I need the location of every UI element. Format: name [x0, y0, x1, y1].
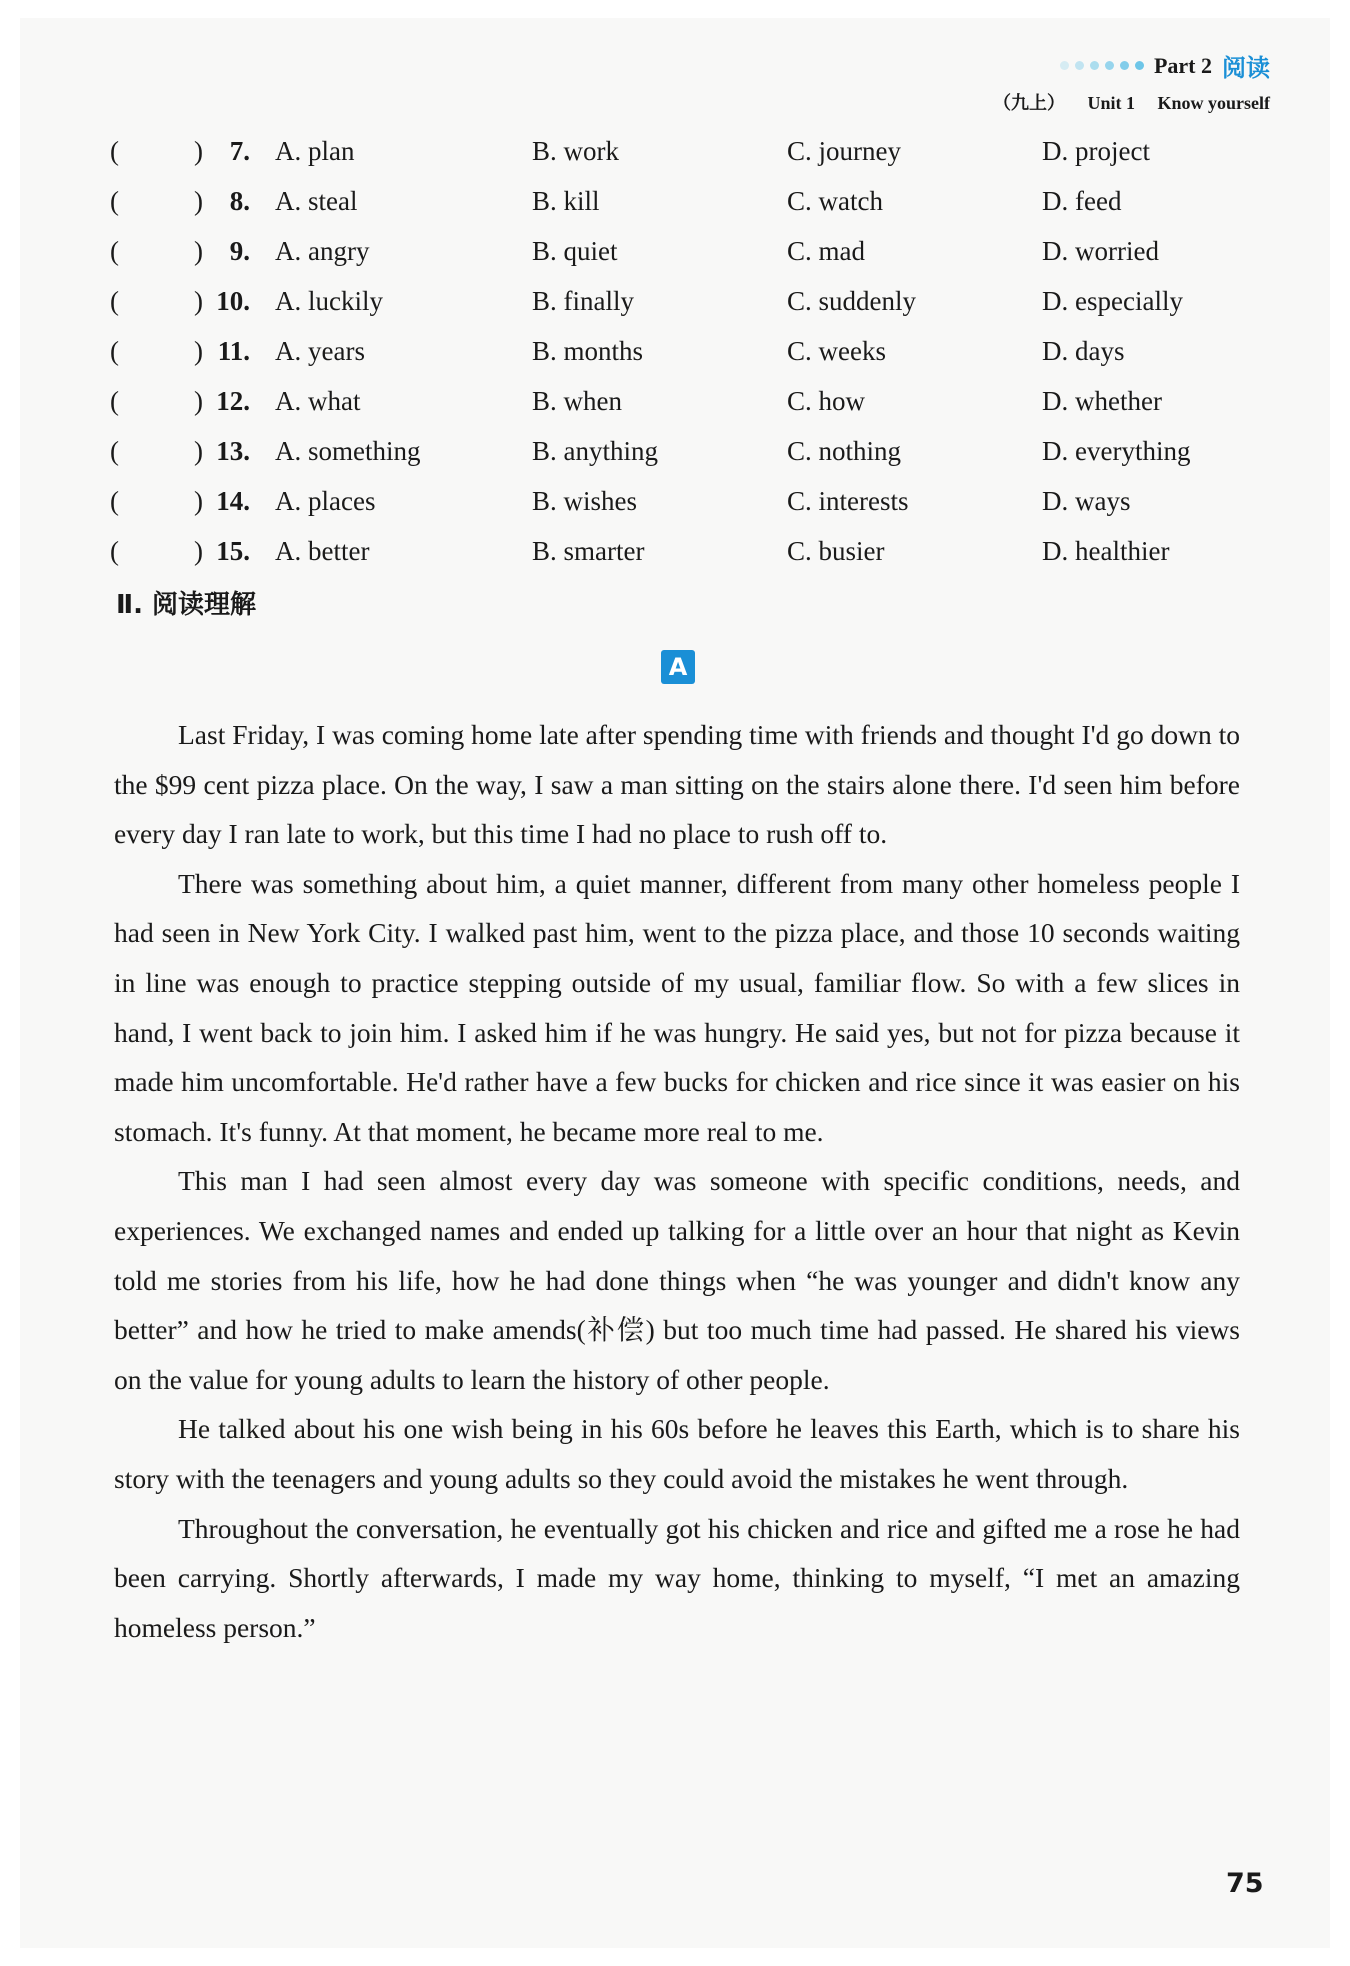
question-row: [110, 136, 1260, 186]
part-chinese-label: 阅读: [1222, 54, 1270, 82]
option-a: A. angry: [275, 236, 370, 266]
option-b: B. months: [532, 336, 644, 366]
answer-paren-open: (: [110, 136, 119, 166]
option-c: C. busier: [787, 536, 885, 566]
option-a: A. something: [275, 436, 421, 466]
running-header: [993, 48, 1270, 115]
option-a: A. plan: [275, 136, 355, 166]
question-number: 12.: [216, 386, 250, 416]
header-top-line: [993, 48, 1270, 83]
answer-paren-close: ): [194, 486, 203, 516]
question-row: [110, 286, 1260, 336]
option-a: A. years: [275, 336, 365, 366]
part-label: Part 2: [1153, 52, 1212, 78]
answer-paren-open: (: [110, 536, 119, 566]
option-b: B. quiet: [532, 236, 618, 266]
option-b: B. when: [532, 386, 622, 416]
answer-paren-open: (: [110, 186, 119, 216]
answer-paren-close: ): [194, 186, 203, 216]
option-c: C. suddenly: [787, 286, 917, 316]
reading-passage: [114, 710, 1240, 1652]
option-d: D. healthier: [1042, 536, 1170, 566]
option-b: B. work: [532, 136, 619, 166]
answer-paren-close: ): [194, 436, 203, 466]
question-row: [110, 236, 1260, 286]
answer-paren-open: (: [110, 436, 119, 466]
option-b: B. finally: [532, 286, 634, 316]
option-c: C. how: [787, 386, 866, 416]
option-d: D. feed: [1042, 186, 1122, 216]
option-b: B. smarter: [532, 536, 645, 566]
question-row: [110, 436, 1260, 486]
option-c: C. watch: [787, 186, 883, 216]
option-a: A. steal: [275, 186, 358, 216]
option-d: D. days: [1042, 336, 1125, 366]
answer-paren-open: (: [110, 236, 119, 266]
section-title: Ⅱ. 阅读理解: [116, 590, 257, 620]
option-d: D. worried: [1042, 236, 1159, 266]
option-c: C. journey: [787, 136, 901, 166]
answer-paren-close: ): [194, 336, 203, 366]
option-c: C. interests: [787, 486, 909, 516]
grade-label: （九上）: [992, 93, 1065, 113]
option-b: B. kill: [532, 186, 600, 216]
option-a: A. places: [275, 486, 376, 516]
option-c: C. mad: [787, 236, 865, 266]
page-number: 75: [1226, 1868, 1264, 1899]
question-number: 7.: [229, 136, 250, 166]
option-d: D. ways: [1042, 486, 1131, 516]
header-sub-line: [993, 89, 1270, 115]
option-d: D. everything: [1042, 436, 1191, 466]
option-d: D. especially: [1042, 286, 1183, 316]
answer-paren-open: (: [110, 386, 119, 416]
question-row: [110, 186, 1260, 236]
answer-paren-close: ): [194, 536, 203, 566]
answer-paren-close: ): [194, 236, 203, 266]
question-number: 10.: [216, 286, 250, 316]
question-number: 8.: [229, 186, 250, 216]
option-b: B. anything: [532, 436, 658, 466]
option-c: C. nothing: [787, 436, 902, 466]
question-number: 14.: [216, 486, 250, 516]
option-d: D. project: [1042, 136, 1150, 166]
question-row: [110, 336, 1260, 386]
option-b: B. wishes: [532, 486, 638, 516]
unit-label: Unit 1: [1087, 93, 1135, 113]
option-c: C. weeks: [787, 336, 886, 366]
decorative-dots-icon: [1060, 61, 1144, 70]
question-number: 15.: [216, 536, 250, 566]
option-a: A. better: [275, 536, 370, 566]
answer-paren-open: (: [110, 336, 119, 366]
question-row: [110, 386, 1260, 436]
passage-paragraph: This man I had seen almost every day was someone with specific conditions, needs, and experiences. We exchanged names and ended up talking for a little over an hour that night as Kevin told me stories from his life, how he had done things when “he was younger and didn't know any better” and how he tried to make amends(补偿) but too much time had passed. He shared his views on the value for young adults to learn the history of other people.: [114, 1165, 1240, 1395]
question-number: 11.: [217, 336, 250, 366]
passage-paragraph: He talked about his one wish being in his 60s before he leaves this Earth, which is to share his story with the teenagers and young adults so they could avoid the mistakes he went through.: [114, 1413, 1240, 1494]
option-a: A. luckily: [275, 286, 383, 316]
unit-title: Know yourself: [1157, 93, 1270, 113]
answer-paren-close: ): [194, 386, 203, 416]
answer-paren-close: ): [194, 286, 203, 316]
question-row: [110, 536, 1260, 586]
passage-paragraph: There was something about him, a quiet manner, different from many other homeless people I had seen in New York City. I walked past him, went to the pizza place, and those 10 seconds waiting in line was enough to practice stepping outside of my usual, familiar flow. So with a few slices in hand, I went back to join him. I asked him if he was hungry. He said yes, but not for pizza because it made him uncomfortable. He'd rather have a few bucks for chicken and rice since it was easier on his stomach. It's funny. At that moment, he became more real to me.: [114, 867, 1240, 1147]
answer-paren-open: (: [110, 286, 119, 316]
option-a: A. what: [275, 386, 361, 416]
passage-paragraph: Last Friday, I was coming home late after spending time with friends and thought I'd go down to the $99 cent pizza place. On the way, I saw a man sitting on the stairs alone there. I'd seen him before every day I ran late to work, but this time I had no place to rush off to.: [114, 719, 1240, 850]
passage-label-badge: A: [661, 650, 695, 684]
answer-paren-close: ): [194, 136, 203, 166]
question-number: 9.: [229, 236, 250, 266]
question-row: [110, 486, 1260, 536]
answer-paren-open: (: [110, 486, 119, 516]
cloze-options-list: [110, 136, 1260, 586]
passage-paragraph: Throughout the conversation, he eventually got his chicken and rice and gifted me a rose he had been carrying. Shortly afterwards, I made my way home, thinking to myself, “I met an amazing homeless person.”: [114, 1512, 1240, 1643]
question-number: 13.: [216, 436, 250, 466]
option-d: D. whether: [1042, 386, 1162, 416]
